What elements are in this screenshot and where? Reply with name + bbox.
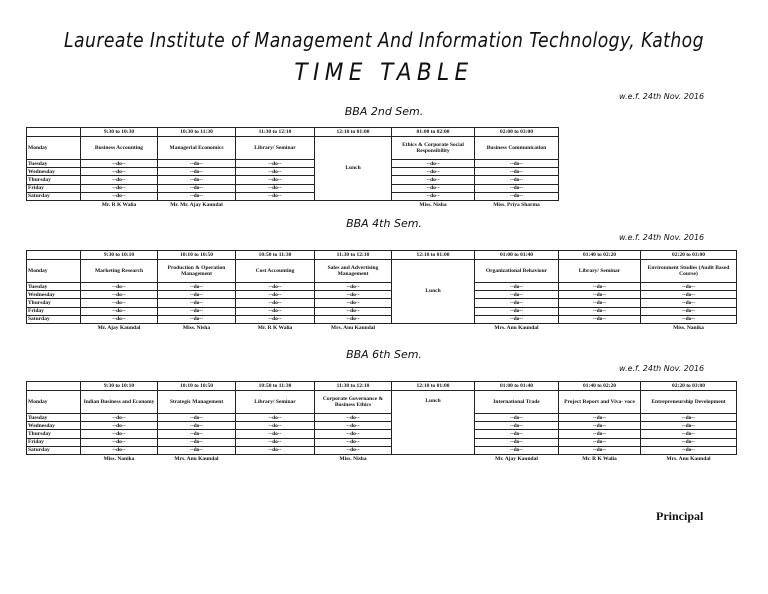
time-slot: 10:50 to 11:30 — [236, 382, 315, 391]
ditto-cell: --do-- — [81, 430, 158, 438]
faculty-name: Mrs. Anu Kaundal — [494, 325, 539, 332]
time-slot: 10:50 to 11:30 — [236, 251, 315, 260]
table-row — [27, 315, 737, 323]
ditto-cell: --do-- — [81, 192, 158, 200]
ditto-cell: --do-- — [315, 283, 392, 291]
day-label: Tuesday — [27, 414, 81, 422]
ditto-cell: --do-- — [158, 299, 236, 307]
ditto-cell: --do-- — [81, 291, 158, 299]
page-title: TIME TABLE — [294, 58, 474, 86]
faculty-name: Miss. Nisha — [419, 202, 447, 209]
ditto-cell: --do-- — [236, 176, 315, 184]
table-header-row — [27, 382, 737, 391]
ditto-cell: --do-- — [475, 192, 559, 200]
subject-cell: Corporate Governance & Business Ethics — [315, 391, 392, 414]
ditto-cell: --do-- — [236, 184, 315, 192]
ditto-cell: --do-- — [475, 307, 559, 315]
ditto-cell: --do-- — [475, 291, 559, 299]
ditto-cell: --do-- — [81, 184, 158, 192]
faculty-row — [27, 454, 737, 464]
day-label: Thursday — [27, 299, 81, 307]
ditto-cell: --do-- — [559, 446, 641, 454]
lunch-cell: Lunch — [392, 391, 475, 455]
ditto-cell: --do-- — [236, 283, 315, 291]
ditto-cell: --do-- — [315, 422, 392, 430]
table-row — [27, 422, 737, 430]
subject-cell: Business Accounting — [81, 137, 158, 160]
ditto-cell: --do-- — [392, 184, 475, 192]
subject-cell: Marketing Research — [81, 260, 158, 283]
subject-cell: Organizational Behaviour — [475, 260, 559, 283]
ditto-cell: --do-- — [236, 192, 315, 200]
time-slot: 02:20 to 03:00 — [641, 251, 737, 260]
ditto-cell: --do-- — [641, 291, 737, 299]
ditto-cell: --do-- — [81, 307, 158, 315]
time-slot: 10:10 to 10:50 — [158, 382, 236, 391]
table-row — [27, 260, 737, 283]
day-label: Wednesday — [27, 168, 81, 176]
sem6-wef: w.e.f. 24th Nov. 2016 — [619, 364, 705, 373]
time-slot: 11:30 to 12:10 — [315, 382, 392, 391]
ditto-cell: --do-- — [475, 168, 559, 176]
faculty-name: Miss. Nanika — [103, 456, 135, 463]
subject-cell: Entrepreneurship Development — [641, 391, 737, 414]
lunch-cell: Lunch — [392, 260, 475, 324]
principal-signature-label: Principal — [656, 509, 704, 523]
table-row — [27, 137, 737, 160]
faculty-name: Mr. Mr. Ajay Kaundal — [170, 202, 223, 209]
faculty-name: Mr. R K Walia — [101, 202, 137, 209]
ditto-cell: --do-- — [392, 168, 475, 176]
time-slot: 12:10 to 01:00 — [392, 251, 475, 260]
sem6-timetable — [26, 381, 737, 464]
ditto-cell: --do-- — [315, 307, 392, 315]
faculty-name: Miss. Nisha — [339, 456, 367, 463]
faculty-name: Mr. Ajay Kaundal — [495, 456, 538, 463]
table-row — [27, 283, 737, 291]
ditto-cell: --do-- — [475, 414, 559, 422]
sem4-heading: BBA 4th Sem. — [346, 217, 422, 230]
ditto-cell: --do-- — [81, 315, 158, 323]
table-row — [27, 438, 737, 446]
time-slot: 10:10 to 10:50 — [158, 251, 236, 260]
subject-cell: Business Communication — [475, 137, 559, 160]
table-row — [27, 446, 737, 454]
subject-cell: Sales and Advertising Management — [315, 260, 392, 283]
ditto-cell: --do-- — [81, 176, 158, 184]
sem2-heading: BBA 2nd Sem. — [344, 105, 424, 118]
ditto-cell: --do-- — [158, 291, 236, 299]
time-slot: 9:30 to 10:10 — [81, 251, 158, 260]
ditto-cell: --do-- — [81, 283, 158, 291]
ditto-cell: --do-- — [559, 291, 641, 299]
time-slot: 02:20 to 03:00 — [641, 382, 737, 391]
day-label: Wednesday — [27, 422, 81, 430]
ditto-cell: --do-- — [315, 438, 392, 446]
time-slot: 11:30 to 12:10 — [315, 251, 392, 260]
ditto-cell: --do-- — [475, 446, 559, 454]
subject-cell: Managerial Economics — [158, 137, 236, 160]
faculty-name: Mr. R K Walia — [257, 325, 293, 332]
ditto-cell: --do-- — [158, 430, 236, 438]
ditto-cell: --do-- — [158, 168, 236, 176]
ditto-cell: --do-- — [81, 168, 158, 176]
subject-cell: Library/ Seminar — [236, 137, 315, 160]
ditto-cell: --do-- — [81, 438, 158, 446]
ditto-cell: --do-- — [236, 315, 315, 323]
ditto-cell: --do-- — [158, 283, 236, 291]
ditto-cell: --do-- — [158, 315, 236, 323]
ditto-cell: --do-- — [641, 315, 737, 323]
ditto-cell: --do-- — [158, 414, 236, 422]
time-slot: 01:00 to 01:40 — [475, 382, 559, 391]
ditto-cell: --do-- — [236, 438, 315, 446]
table-row — [27, 430, 737, 438]
lunch-cell: Lunch — [315, 137, 392, 201]
subject-cell: Strategic Management — [158, 391, 236, 414]
ditto-cell: --do-- — [158, 438, 236, 446]
table-header-row — [27, 251, 737, 260]
faculty-name: Mrs. Anu Kaundal — [666, 456, 711, 463]
ditto-cell: --do-- — [81, 414, 158, 422]
ditto-cell: --do-- — [158, 160, 236, 168]
ditto-cell: --do-- — [559, 430, 641, 438]
ditto-cell: --do-- — [559, 422, 641, 430]
day-label: Friday — [27, 184, 81, 192]
ditto-cell: --do-- — [236, 446, 315, 454]
day-label: Wednesday — [27, 291, 81, 299]
ditto-cell: --do-- — [475, 160, 559, 168]
ditto-cell: --do-- — [81, 160, 158, 168]
ditto-cell: --do-- — [641, 299, 737, 307]
day-label: Saturday — [27, 192, 81, 200]
ditto-cell: --do-- — [158, 192, 236, 200]
subject-cell: Library/ Seminar — [559, 260, 641, 283]
ditto-cell: --do-- — [475, 438, 559, 446]
faculty-name: Miss. Priya Sharma — [493, 202, 540, 209]
ditto-cell: --do-- — [236, 307, 315, 315]
time-slot: 01:00 to 01:40 — [475, 251, 559, 260]
faculty-name: Miss. Nanika — [673, 325, 704, 332]
table-row — [27, 414, 737, 422]
sem2-timetable — [26, 127, 737, 210]
ditto-cell: --do-- — [475, 299, 559, 307]
ditto-cell: --do-- — [392, 176, 475, 184]
day-label: Monday — [27, 137, 81, 160]
ditto-cell: --do-- — [315, 414, 392, 422]
time-slot: 12:10 to 01:00 — [315, 128, 392, 137]
ditto-cell: --do-- — [475, 315, 559, 323]
ditto-cell: --do-- — [315, 446, 392, 454]
time-slot: 10:30 to 11:30 — [158, 128, 236, 137]
sem4-wef: w.e.f. 24th Nov. 2016 — [619, 233, 705, 242]
ditto-cell: --do-- — [475, 176, 559, 184]
ditto-cell: --do-- — [559, 414, 641, 422]
ditto-cell: --do-- — [641, 283, 737, 291]
faculty-row — [27, 323, 737, 333]
ditto-cell: --do-- — [236, 291, 315, 299]
day-label: Friday — [27, 307, 81, 315]
ditto-cell: --do-- — [158, 422, 236, 430]
ditto-cell: --do-- — [641, 438, 737, 446]
ditto-cell: --do-- — [641, 430, 737, 438]
day-label: Saturday — [27, 315, 81, 323]
time-slot: 9:30 to 10:30 — [81, 128, 158, 137]
ditto-cell: --do-- — [158, 176, 236, 184]
ditto-cell: --do-- — [236, 422, 315, 430]
table-row — [27, 307, 737, 315]
subject-cell: Cost Accounting — [236, 260, 315, 283]
faculty-name: Mr. Ajay Kaundal — [97, 325, 141, 332]
faculty-name: Mrs. Anu Kaundal — [174, 456, 219, 463]
ditto-cell: --do-- — [158, 446, 236, 454]
sem6-heading: BBA 6th Sem. — [346, 348, 422, 361]
day-label: Friday — [27, 438, 81, 446]
ditto-cell: --do-- — [641, 446, 737, 454]
sem4-timetable — [26, 250, 737, 333]
subject-cell: Environment Studies (Audit Based Course) — [641, 260, 737, 283]
ditto-cell: --do-- — [559, 438, 641, 446]
sem2-wef: w.e.f. 24th Nov. 2016 — [619, 92, 705, 101]
ditto-cell: --do-- — [236, 168, 315, 176]
ditto-cell: --do-- — [81, 422, 158, 430]
time-slot: 12:10 to 01:00 — [392, 382, 475, 391]
time-slot: 9:30 to 10:10 — [81, 382, 158, 391]
subject-cell: Indian Business and Economy — [81, 391, 158, 414]
ditto-cell: --do-- — [475, 430, 559, 438]
subject-cell: Production & Operation Management — [158, 260, 236, 283]
day-label: Monday — [27, 260, 81, 283]
ditto-cell: --do-- — [559, 299, 641, 307]
time-slot: 01:40 to 02:20 — [559, 251, 641, 260]
ditto-cell: --do-- — [315, 291, 392, 299]
ditto-cell: --do-- — [475, 184, 559, 192]
day-label: Saturday — [27, 446, 81, 454]
time-slot: 11:30 to 12:10 — [236, 128, 315, 137]
ditto-cell: --do-- — [641, 422, 737, 430]
subject-cell: Ethics & Corporate Social Responsibility — [392, 137, 475, 160]
ditto-cell: --do-- — [315, 299, 392, 307]
ditto-cell: --do-- — [81, 299, 158, 307]
time-slot: 01:00 to 02:00 — [392, 128, 475, 137]
day-label: Monday — [27, 391, 81, 414]
ditto-cell: --do-- — [475, 422, 559, 430]
ditto-cell: --do-- — [236, 414, 315, 422]
subject-cell: Library/ Seminar — [236, 391, 315, 414]
faculty-name: Mrs. Anu Kaundal — [330, 325, 376, 332]
ditto-cell: --do-- — [315, 430, 392, 438]
ditto-cell: --do-- — [559, 315, 641, 323]
subject-cell: International Trade — [475, 391, 559, 414]
ditto-cell: --do-- — [641, 414, 737, 422]
day-label: Tuesday — [27, 160, 81, 168]
ditto-cell: --do-- — [236, 160, 315, 168]
ditto-cell: --do-- — [641, 307, 737, 315]
table-header-row — [27, 128, 737, 137]
time-slot: 02:00 to 03:00 — [475, 128, 559, 137]
day-label: Thursday — [27, 430, 81, 438]
subject-cell: Project Report and Viva- voce — [559, 391, 641, 414]
faculty-row — [27, 200, 737, 210]
institute-title: Laureate Institute of Management And Information Technology, Kathog — [64, 28, 704, 52]
table-row — [27, 291, 737, 299]
ditto-cell: --do-- — [475, 283, 559, 291]
ditto-cell: --do-- — [559, 283, 641, 291]
ditto-cell: --do-- — [236, 430, 315, 438]
day-label: Thursday — [27, 176, 81, 184]
ditto-cell: --do-- — [392, 192, 475, 200]
ditto-cell: --do-- — [315, 315, 392, 323]
faculty-name: Miss. Nisha — [182, 325, 211, 332]
day-label: Tuesday — [27, 283, 81, 291]
ditto-cell: --do-- — [158, 307, 236, 315]
ditto-cell: --do-- — [81, 446, 158, 454]
ditto-cell: --do-- — [559, 307, 641, 315]
ditto-cell: --do-- — [392, 160, 475, 168]
time-slot: 01:40 to 02:20 — [559, 382, 641, 391]
ditto-cell: --do-- — [236, 299, 315, 307]
table-row — [27, 299, 737, 307]
faculty-name: Mr. R K Walia — [582, 456, 617, 463]
ditto-cell: --do-- — [158, 184, 236, 192]
table-row — [27, 391, 737, 414]
